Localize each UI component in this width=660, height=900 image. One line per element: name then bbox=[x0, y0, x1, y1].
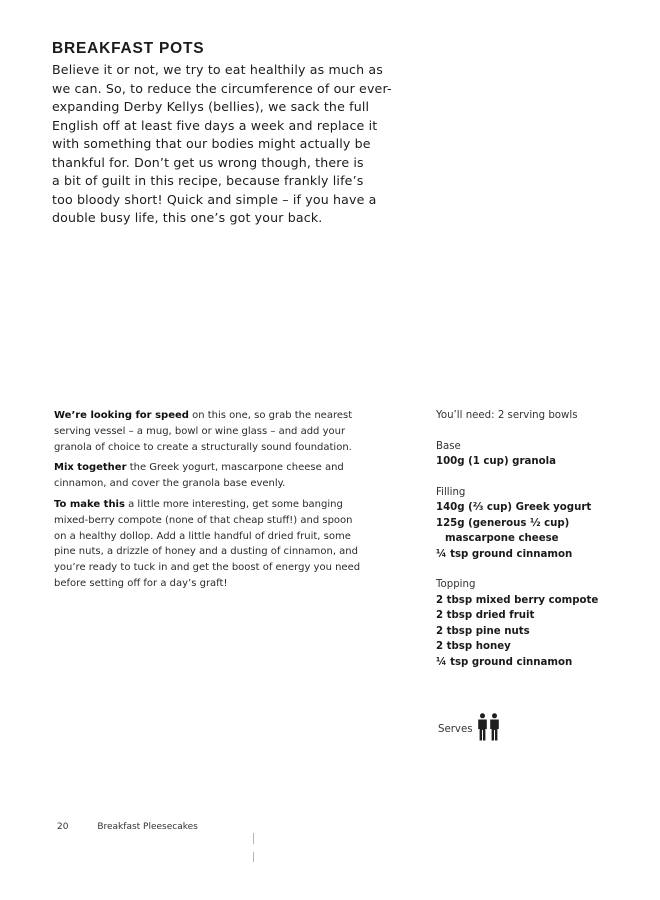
crop-mark bbox=[253, 852, 254, 862]
intro-line: double busy life, this one’s got your back. bbox=[52, 210, 323, 225]
intro-line: thankful for. Don’t get us wrong though, there is bbox=[52, 154, 364, 170]
ingredient-group-title: Base bbox=[436, 440, 461, 452]
ingredient-item: mascarpone cheese bbox=[445, 533, 559, 544]
ingredient-item: 100g (1 cup) granola bbox=[436, 456, 556, 467]
intro-line: expanding Derby Kellys (bellies), we sack the full bbox=[52, 99, 370, 114]
ingredient-item: 2 tbsp dried fruit bbox=[436, 610, 535, 621]
ingredient-item: 140g (⅔ cup) Greek yogurt bbox=[436, 502, 592, 513]
method-step-lead: We’re looking for speed bbox=[54, 410, 189, 421]
method-step-text: a little more interesting, get some banging bbox=[124, 498, 343, 510]
ingredient-item: 2 tbsp honey bbox=[436, 641, 511, 652]
ingredient-item: ¼ tsp ground cinnamon bbox=[436, 548, 573, 560]
ingredient-group-title: Filling bbox=[436, 486, 466, 498]
intro-line: too bloody short! Quick and simple – if you have a bbox=[52, 191, 377, 207]
method-step bbox=[54, 408, 399, 455]
ingredient-group-base bbox=[436, 439, 646, 470]
ingredient-item: 125g (generous ½ cup) bbox=[436, 517, 570, 529]
method-step-lead: Mix together bbox=[54, 462, 127, 474]
ingredient-group-topping bbox=[436, 577, 646, 670]
method-step-text: before setting off for a day’s graft! bbox=[54, 577, 228, 589]
method-step-text: pine nuts, a drizzle of honey and a dusting of cinnamon, and bbox=[54, 546, 358, 558]
intro-line: a bit of guilt in this recipe, because frankly life’s bbox=[52, 173, 364, 188]
serves-label: Serves bbox=[438, 723, 473, 735]
method-step-text: granola of choice to create a structurally sound foundation. bbox=[54, 441, 352, 453]
method-step-text: the Greek yogurt, mascarpone cheese and bbox=[126, 462, 344, 474]
method-step-text: on a healthy dollop. Add a little handful of dried fruit, some bbox=[54, 530, 351, 542]
method-step-text: mixed-berry compote (none of that cheap stuff!) and spoon bbox=[54, 514, 353, 526]
ingredients-panel bbox=[436, 408, 646, 685]
intro-paragraph bbox=[52, 61, 424, 228]
recipe-title: BREAKFAST POTS bbox=[52, 40, 205, 57]
person-icon bbox=[489, 713, 500, 741]
intro-line: with something that our bodies might actually be bbox=[52, 136, 371, 151]
intro-line: English off at least five days a week and replace it bbox=[52, 117, 378, 133]
section-name: Breakfast Pleesecakes bbox=[97, 822, 198, 832]
ingredient-item: ¼ tsp ground cinnamon bbox=[436, 656, 573, 668]
ingredient-item: 2 tbsp pine nuts bbox=[436, 625, 530, 637]
intro-line: we can. So, to reduce the circumference of our ever- bbox=[52, 80, 392, 96]
method-step-text: serving vessel – a mug, bowl or wine glass – and add your bbox=[54, 425, 346, 437]
method-step-text: you’re ready to tuck in and get the boost of energy you need bbox=[54, 562, 361, 574]
method-section bbox=[54, 408, 399, 597]
equipment-note: You’ll need: 2 serving bowls bbox=[436, 410, 578, 421]
serves-people bbox=[476, 713, 500, 745]
ingredient-group-filling bbox=[436, 485, 646, 563]
page-number: 20 bbox=[57, 822, 69, 832]
intro-line: Believe it or not, we try to eat healthily as much as bbox=[52, 62, 383, 77]
method-step bbox=[54, 460, 399, 492]
method-step bbox=[54, 497, 399, 592]
method-step-lead: To make this bbox=[54, 498, 125, 510]
serves-indicator bbox=[438, 713, 500, 745]
person-icon bbox=[477, 713, 488, 741]
page-footer bbox=[57, 822, 198, 832]
method-step-text: on this one, so grab the nearest bbox=[188, 410, 353, 421]
method-step-text: cinnamon, and cover the granola base evenly. bbox=[54, 478, 286, 490]
ingredient-item: 2 tbsp mixed berry compote bbox=[436, 594, 599, 606]
ingredient-group-title: Topping bbox=[436, 579, 476, 590]
crop-mark bbox=[253, 833, 254, 844]
